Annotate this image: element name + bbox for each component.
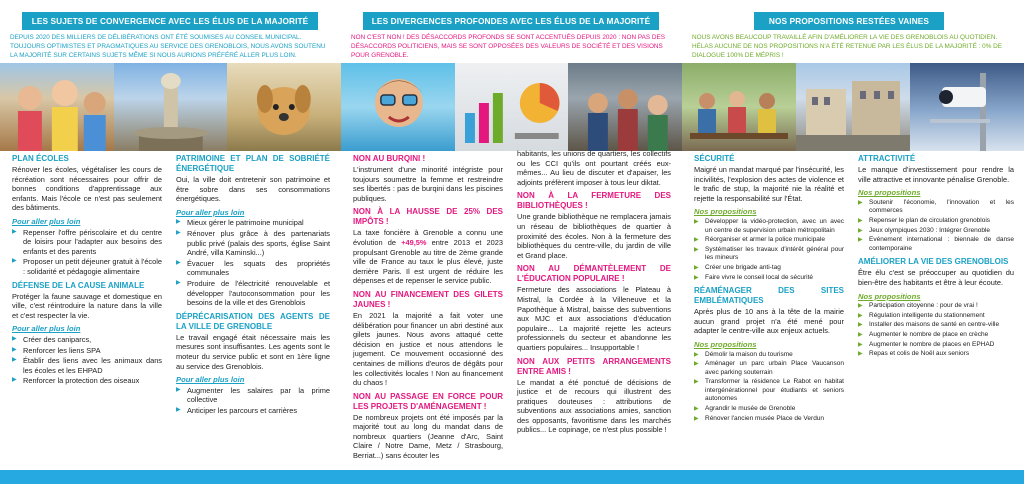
list-item: ▶ Jeux olympiques 2030 : Intégrer Grenoble [858, 227, 1014, 236]
intro-propositions: NOUS AVONS BEAUCOUP TRAVAILLÉ AFIN D'AMÉLIORER LA VIE DES GRENOBLOIS AU QUOTIDIEN. HÉLAS AUCUNE DE NOS PROPOSITIONS N'A ÉTÉ RETENUE PAR LES ÉLUS DE LA MAJORITÉ : 0% DE DIALOGUE 100% DE MÉPRIS ! [692, 34, 1003, 60]
section-title-gilets-jaunes: NON AU FINANCEMENT DES GILETS JAUNES ! [353, 289, 503, 309]
list-item: ▶ Systématiser les travaux d'intérêt général pour les mineurs [694, 246, 844, 263]
subheading-nos-propositions: Nos propositions [858, 291, 921, 301]
panel-propositions [682, 0, 1024, 470]
charts-photo [455, 63, 569, 151]
list-item: ▶ Proposer un petit déjeuner gratuit à l'école : solidarité et pédagogie alimentaire [12, 257, 162, 276]
child-glasses-photo [341, 63, 455, 151]
list-item: ▶ Faire vivre le conseil local de sécurité [694, 274, 844, 283]
list-ecoles [12, 228, 162, 277]
section-text-continued: habitants, les unions de quartiers, les collectifs ou les CCI qu'ils ont pourtant créés eux-mêmes... Au lieu de discuter et d'apaiser, les adjoints préfèrent imposer à tous leur diktat. [517, 149, 671, 187]
camera-photo [910, 63, 1024, 151]
impots-highlight: +49,5% [401, 237, 427, 247]
list-item: ▶ Repas et colis de Noël aux seniors [858, 350, 1014, 359]
section-title-ameliorer-vie: AMÉLIORER LA VIE DES GRENOBLOIS [858, 257, 1009, 267]
column-3b [858, 150, 1014, 360]
section-title-securite: SÉCURITÉ [694, 154, 735, 163]
impots-text-before: La taxe foncière à Grenoble a connu une évolution de [353, 228, 503, 247]
list-item: ▶ Transformer la résidence Le Rabot en habitat intergénérationnel pour étudiants et seniors autonomes [694, 378, 844, 404]
list-animaux [12, 335, 162, 386]
list-item: ▶ Repenser le plan de circulation grenoblois [858, 217, 1014, 226]
panel-divergences [341, 0, 682, 470]
list-attractivite [858, 199, 1014, 254]
photo-strip [0, 63, 341, 151]
section-text-impots [353, 228, 503, 286]
list-item: ▶ Renforcer les liens SPA [12, 346, 162, 356]
section-title-plan-ecoles: PLAN ÉCOLES [12, 154, 69, 163]
section-title-arrangements: NON AUX PETITS ARRANGEMENTS ENTRE AMIS ! [517, 356, 671, 376]
subheading-aller-plus-loin: Pour aller plus loin [12, 216, 81, 226]
list-item: ▶ Evénement international : biennale de danse contemporaine [858, 236, 1014, 253]
section-text-deprecarisation: Le travail engagé était nécessaire mais les mesures sont insuffisantes. Les agents sont le moteur du service public et sont en 1ère ligne au service des Grenoblois. [176, 332, 330, 371]
column-2b [517, 148, 671, 435]
list-item: ▶ Augmenter les salaires par la prime collective [176, 386, 330, 405]
list-item: ▶ Établir des liens avec les animaux dans les écoles et les EHPAD [12, 356, 162, 375]
section-title-patrimoine: PATRIMOINE ET PLAN DE SOBRIÉTÉ ÉNERGÉTIQUE [176, 154, 330, 173]
subheading-nos-propositions: Nos propositions [858, 188, 921, 198]
section-text-bibliotheques: Une grande bibliothèque ne remplacera jamais un réseau de bibliothèques de quartier à proximité des écoles. Non à la fermeture des bibliothèques du centre-ville, du jardin de ville et Grand place. [517, 212, 671, 260]
column-1a [12, 150, 162, 387]
section-title-cause-animale: DÉFENSE DE LA CAUSE ANIMALE [12, 280, 145, 290]
list-item: ▶ Aménager un parc urbain Place Vaucanson avec parking souterrain [694, 360, 844, 377]
section-title-education-populaire: NON AU DÉMANTÈLEMENT DE L'ÉDUCATION POPULAIRE ! [517, 264, 671, 284]
subheading-aller-plus-loin: Pour aller plus loin [176, 375, 245, 385]
people-bench-photo [682, 63, 796, 151]
section-title-attractivite: ATTRACTIVITÉ [858, 154, 916, 163]
impots-text-after: entre 2013 et 2023 propulsant Grenoble au titre de 2ème grande ville de France au taux le plus élevé, juste derrière Paris. Il est urgent de réduire les dépenses et de repenser le service public. [353, 237, 504, 286]
list-item: ▶ Développer la vidéo-protection, avec un avec un centre de supervision urbain métropolitain [694, 218, 844, 235]
section-text-ameliorer-vie: Être élu c'est se préoccuper au quotidien du bien-être des habitants et être à leur écoute. [858, 268, 1014, 287]
intro-convergence: DEPUIS 2020 DES MILLIERS DE DÉLIBÉRATIONS ONT ÉTÉ SOUMISES AU CONSEIL MUNICIPAL. TOUJOURS OPTIMISTES ET PRAGMATIQUES AU SERVICE DES GRENOBLOIS, NOUS AVONS SOUTENU LA MAJORITÉ SUR CERTAINS SUJETS MÊME SI NOUS AURIONS PRÉFÉRÉ ALLER PLUS LOIN. [10, 34, 326, 60]
list-item: ▶ Agrandir le musée de Grenoble [694, 405, 844, 414]
subheading-aller-plus-loin: Pour aller plus loin [12, 324, 81, 334]
dog-photo [227, 63, 341, 151]
list-patrimoine [176, 218, 330, 307]
section-title-burqini: NON AU BURQINI ! [353, 154, 426, 163]
list-item: ▶ Produire de l'électricité renouvelable et développer l'autoconsommation pour les besoins de la ville et des Grenoblois [176, 279, 330, 308]
banner-convergence: LES SUJETS DE CONVERGENCE AVEC LES ÉLUS DE LA MAJORITÉ [22, 12, 318, 30]
classroom-photo [568, 63, 682, 151]
list-item: ▶ Rénover l'ancien musée Place de Verdun [694, 415, 844, 424]
panel-convergence [0, 0, 341, 470]
section-text-education-populaire: Fermeture des associations le Plateau à Mistral, la Cordée à la Villeneuve et la Papothèque à Mistral, baisse des subventions aux MJC et aux associations d'éducation populaire... La majorité rejette les acteurs professionnels du secteur et abandonne les quartiers populaires... Insupportable ! [517, 285, 671, 352]
section-title-impots: NON À LA HAUSSE DE 25% DES IMPÔTS ! [353, 207, 503, 227]
children-photo [0, 63, 114, 151]
section-title-reamenager: RÉAMÉNAGER DES SITES EMBLÉMATIQUES [694, 286, 844, 306]
list-item: ▶ Soutenir l'économie, l'innovation et les commerces [858, 199, 1014, 216]
section-title-amenagement: NON AU PASSAGE EN FORCE POUR LES PROJETS D'AMÉNAGEMENT ! [353, 391, 503, 411]
list-ameliorer-vie [858, 302, 1014, 359]
list-item: ▶ Augmenter le nombre de place en crèche [858, 331, 1014, 340]
list-item: ▶ Régulation intelligente du stationnement [858, 312, 1014, 321]
column-2a [353, 150, 503, 461]
photo-strip [682, 63, 1024, 151]
list-item: ▶ Rénover plus grâce à des partenariats public privé (palais des sports, église Saint André, villa Kaminski...) [176, 229, 330, 258]
section-title-deprecarisation: DÉPRÉCARISATION DES AGENTS DE LA VILLE DE GRENOBLE [176, 311, 330, 331]
list-item: ▶ Repenser l'offre périscolaire et du centre de loisirs pour l'adapter aux besoins des enfants et des parents [12, 228, 162, 257]
section-text-patrimoine: Oui, la ville doit entretenir son patrimoine et être sobre dans ses consommations énergétiques. [176, 175, 330, 204]
footer-bar [0, 470, 1024, 484]
list-item: ▶ Anticiper les parcours et carrières [176, 406, 330, 416]
section-title-bibliotheques: NON À LA FERMETURE DES BIBLIOTHÈQUES ! [517, 191, 671, 211]
list-item: ▶ Démolir la maison du tourisme [694, 351, 844, 360]
list-item: ▶ Évacuer les squats des propriétés communales [176, 259, 330, 278]
column-1b [176, 150, 330, 416]
section-text-securite: Maigré un mandat marqué par l'insécurité, les incivilités, l'explosion des actes de violence et le trafic de stup, la majorité nie la réalité et rejette la responsabilité sur l'État. [694, 165, 844, 203]
section-text-amenagement: De nombreux projets ont été imposés par la majorité tout au long du mandat dans de nombreux quartiers (Jeanne d'Arc, Saint Claire / Notre Dame, Metz / Strasbourg, Berriat...) sans écouter les [353, 412, 503, 461]
list-item: ▶ Installer des maisons de santé en centre-ville [858, 321, 1014, 330]
photo-strip [341, 63, 682, 151]
list-item: ▶ Réorganiser et armer la police municipale [694, 236, 844, 245]
section-text-attractivite: Le manque d'investissement pour rendre la ville attractive et innovante pénalise Grenoble. [858, 165, 1014, 184]
subheading-nos-propositions: Nos propositions [694, 207, 757, 217]
intro-divergences: NON C'EST NON ! DES DÉSACCORDS PROFONDS SE SONT ACCENTUÉS DEPUIS 2020 : NON PAS DES DÉSACCORDS POLITICIENS, MAIS SE SONT OPPOSÉES DES VALEURS DE SOCIÉTÉ ET DES VISIONS POUR GRENOBLE. [351, 34, 666, 60]
list-agents [176, 386, 330, 416]
list-item: ▶ Mieux gérer le patrimoine municipal [176, 218, 330, 228]
banner-propositions: NOS PROPOSITIONS RESTÉES VAINES [754, 12, 944, 30]
subheading-aller-plus-loin: Pour aller plus loin [176, 207, 245, 217]
banner-divergences: LES DIVERGENCES PROFONDES AVEC LES ÉLUS DE LA MAJORITÉ [363, 12, 659, 30]
column-3a [694, 150, 844, 424]
list-item: ▶ Renforcer la protection des oiseaux [12, 376, 162, 386]
section-text-reamenager: Après plus de 10 ans à la tête de la mairie aucun grand projet n'a été mené pour adapter le centre-ville aux enjeux actuels. [694, 307, 844, 336]
subheading-nos-propositions: Nos propositions [694, 339, 757, 349]
section-text-gilets-jaunes: En 2021 la majorité a fait voter une délibération pour financer un abri destiné aux gilets jaunes. Nous avons attaqué cette décision en justice et nous attendons le jugement. Ce mouvement occasionné des centaines de millions d'euros de dégâts pour les collectivités locales ! Non au financement du chaos ! [353, 310, 503, 388]
list-reamenager [694, 351, 844, 424]
section-text-cause-animale: Protéger la faune sauvage et domestique en ville, c'est réintroduire la nature dans la ville et c'est respecter la vie. [12, 291, 162, 320]
section-text-burqini: L'instrument d'une minorité intégriste pour toujours soumettre la femme et restreindre ses libertés : pas de burqini dans les piscines publiques. [353, 165, 503, 203]
list-item: ▶ Créer des caniparcs, [12, 335, 162, 345]
list-securite [694, 218, 844, 282]
city-square-photo [796, 63, 910, 151]
list-item: ▶ Participation citoyenne : pour de vrai ! [858, 302, 1014, 311]
section-text-plan-ecoles: Rénover les écoles, végétaliser les cours de récréation sont nécessaires pour offrir de bonnes conditions d'apprentissage aux enfants. Mais l'école ce n'est pas seulement des bâtiments. [12, 165, 162, 213]
fountain-photo [114, 63, 228, 151]
list-item: ▶ Augmenter le nombre de places en EPHAD [858, 341, 1014, 350]
list-item: ▶ Créer une brigade anti-tag [694, 264, 844, 273]
section-text-arrangements: Le mandat a été ponctué de décisions de justice et de recours qui illustrent des pratiques douteuses : attributions de subventions aux associations amies, sanction des opposants, favoritisme dans les marchés publics... Le copinage, ce n'est plus possible ! [517, 377, 671, 435]
